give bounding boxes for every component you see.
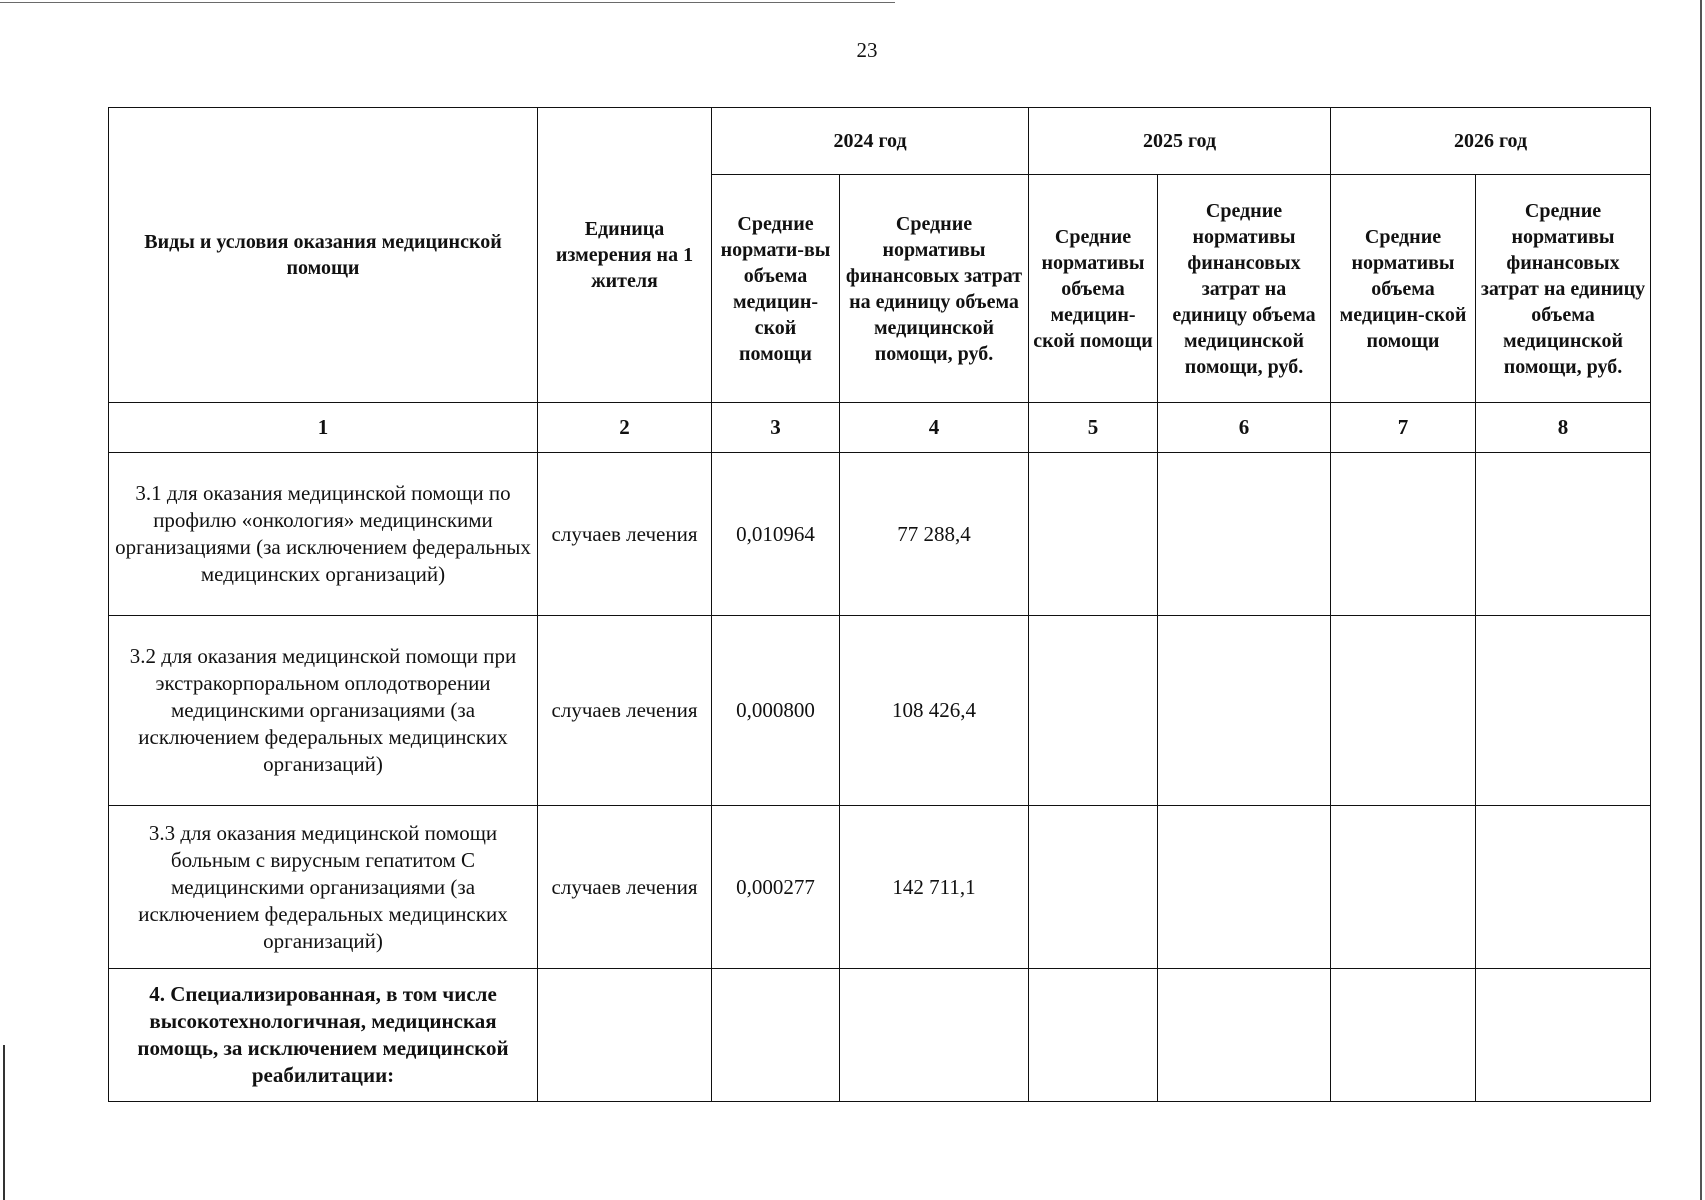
row-volume-2026 bbox=[1331, 806, 1476, 969]
row-kind: 3.3 для оказания медицинской помощи больным с вирусным гепатитом С медицинскими организациями (за исключением федеральных медицинских организаций) bbox=[109, 806, 538, 969]
scan-edge-left bbox=[3, 1045, 5, 1200]
column-number: 7 bbox=[1331, 403, 1476, 453]
row-cost-2026 bbox=[1476, 969, 1651, 1102]
row-volume-2026 bbox=[1331, 453, 1476, 616]
header-volume-2025: Средние нормативы объема медицин-ской помощи bbox=[1029, 175, 1158, 403]
column-number: 4 bbox=[840, 403, 1029, 453]
table-row bbox=[109, 806, 1651, 969]
row-cost-2024: 142 711,1 bbox=[840, 806, 1029, 969]
header-cost-2026: Средние нормативы финансовых затрат на единицу объема медицинской помощи, руб. bbox=[1476, 175, 1651, 403]
header-year-row bbox=[109, 108, 1651, 175]
header-volume-2024: Средние нормати-вы объема медицин-ской помощи bbox=[712, 175, 840, 403]
row-cost-2024: 77 288,4 bbox=[840, 453, 1029, 616]
header-volume-2026: Средние нормативы объема медицин-ской помощи bbox=[1331, 175, 1476, 403]
row-volume-2025 bbox=[1029, 616, 1158, 806]
norms-table bbox=[108, 107, 1651, 1102]
row-volume-2025 bbox=[1029, 969, 1158, 1102]
row-volume-2024: 0,010964 bbox=[712, 453, 840, 616]
column-number: 3 bbox=[712, 403, 840, 453]
scan-edge-right bbox=[1700, 0, 1702, 1200]
header-year-2024: 2024 год bbox=[712, 108, 1029, 175]
header-year-2026: 2026 год bbox=[1331, 108, 1651, 175]
row-cost-2026 bbox=[1476, 616, 1651, 806]
column-number: 6 bbox=[1158, 403, 1331, 453]
row-kind: 3.1 для оказания медицинской помощи по профилю «онкология» медицинскими организациями (за исключением федеральных медицинских организаций) bbox=[109, 453, 538, 616]
column-number-row bbox=[109, 403, 1651, 453]
column-number: 8 bbox=[1476, 403, 1651, 453]
header-cost-2024: Средние нормативы финансовых затрат на единицу объема медицинской помощи, руб. bbox=[840, 175, 1029, 403]
row-cost-2026 bbox=[1476, 806, 1651, 969]
row-volume-2024 bbox=[712, 969, 840, 1102]
header-cost-2025: Средние нормативы финансовых затрат на единицу объема медицинской помощи, руб. bbox=[1158, 175, 1331, 403]
table-row bbox=[109, 969, 1651, 1102]
row-kind: 4. Специализированная, в том числе высокотехнологичная, медицинская помощь, за исключением медицинской реабилитации: bbox=[109, 969, 538, 1102]
row-unit: случаев лечения bbox=[538, 616, 712, 806]
row-cost-2024 bbox=[840, 969, 1029, 1102]
header-unit: Единица измерения на 1 жителя bbox=[538, 108, 712, 403]
row-volume-2025 bbox=[1029, 806, 1158, 969]
row-volume-2025 bbox=[1029, 453, 1158, 616]
row-cost-2026 bbox=[1476, 453, 1651, 616]
row-cost-2024: 108 426,4 bbox=[840, 616, 1029, 806]
row-volume-2024: 0,000800 bbox=[712, 616, 840, 806]
table-row bbox=[109, 453, 1651, 616]
row-volume-2026 bbox=[1331, 969, 1476, 1102]
row-unit: случаев лечения bbox=[538, 453, 712, 616]
page-number: 23 bbox=[856, 38, 878, 62]
row-cost-2025 bbox=[1158, 969, 1331, 1102]
row-cost-2025 bbox=[1158, 806, 1331, 969]
column-number: 2 bbox=[538, 403, 712, 453]
row-cost-2025 bbox=[1158, 453, 1331, 616]
row-kind: 3.2 для оказания медицинской помощи при экстракорпоральном оплодотворении медицинскими организациями (за исключением федеральных медицинских организаций) bbox=[109, 616, 538, 806]
header-kind: Виды и условия оказания медицинской помощи bbox=[109, 108, 538, 403]
row-unit bbox=[538, 969, 712, 1102]
column-number: 1 bbox=[109, 403, 538, 453]
row-cost-2025 bbox=[1158, 616, 1331, 806]
scan-edge-top bbox=[0, 2, 895, 3]
column-number: 5 bbox=[1029, 403, 1158, 453]
row-unit: случаев лечения bbox=[538, 806, 712, 969]
header-year-2025: 2025 год bbox=[1029, 108, 1331, 175]
row-volume-2026 bbox=[1331, 616, 1476, 806]
table-row bbox=[109, 616, 1651, 806]
row-volume-2024: 0,000277 bbox=[712, 806, 840, 969]
